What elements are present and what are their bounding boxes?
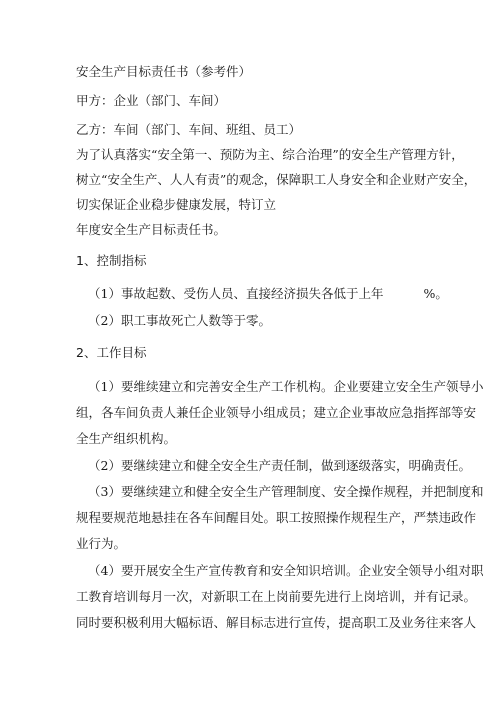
control-item-1-text: （1）事故起数、受伤人员、直接经济损失各低于上年 [88,286,384,301]
goal-item-1-line: （1）要维续建立和完善安全生产工作机构。企业要建立安全生产领导小 [88,379,484,394]
intro-line: 树立“安全生产、人人有责”的观念，保障职工人身安全和企业财产安全， [76,172,477,187]
goal-item-3-line: 规程要规范地悬挂在各车间醒目处。职工按照操作规程生产，严禁违政作 [76,510,477,525]
goal-item-3-line: 业行为。 [76,536,127,551]
goal-item-3-line: （3）要继续建立和健全安全生产管理制度、安全操作规程，并把制度和 [88,484,484,499]
control-item-1-suffix: %。 [423,286,448,301]
section-heading-control-indicators: 1、控制指标 [76,253,147,268]
section-heading-work-goals: 2、工作目标 [76,345,147,360]
party-b: 乙方：车间（部门、车间、班组、员工） [76,122,302,137]
goal-item-1-line: 组，各车间负责人兼任企业领导小组成员；建立企业事故应急指挥部等安 [76,405,477,420]
control-item-1 [88,286,448,302]
intro-line: 切实保证企业稳步健康发展，特订立 [76,197,277,212]
goal-item-4-line: 工教育培训每月一次，对新职工在上岗前要先进行上岗培训，并有记录。 [76,589,477,604]
intro-line: 为了认真落实“安全第一、预防为主、综合治理”的安全生产管理方针， [76,147,464,162]
goal-item-4-line: （4）要开展安全生产宣传教育和安全知识培训。企业安全领导小组对职 [88,563,484,578]
goal-item-2-line: （2）要继续建立和健全安全生产责任制，做到逐级落实，明确责任。 [88,458,471,473]
party-a: 甲方：企业（部门、车间） [76,93,227,108]
document-title: 安全生产目标责任书（参考件） [76,64,252,79]
goal-item-4-line: 同时要积极利用大幅标语、解目标志进行宣传，提高职工及业务往来客人 [76,615,477,630]
control-item-2: （2）职工事故死亡人数等于零。 [88,313,271,328]
goal-item-1-line: 全生产组织机构。 [76,431,177,446]
intro-line: 年度安全生产目标责任书。 [76,222,227,237]
